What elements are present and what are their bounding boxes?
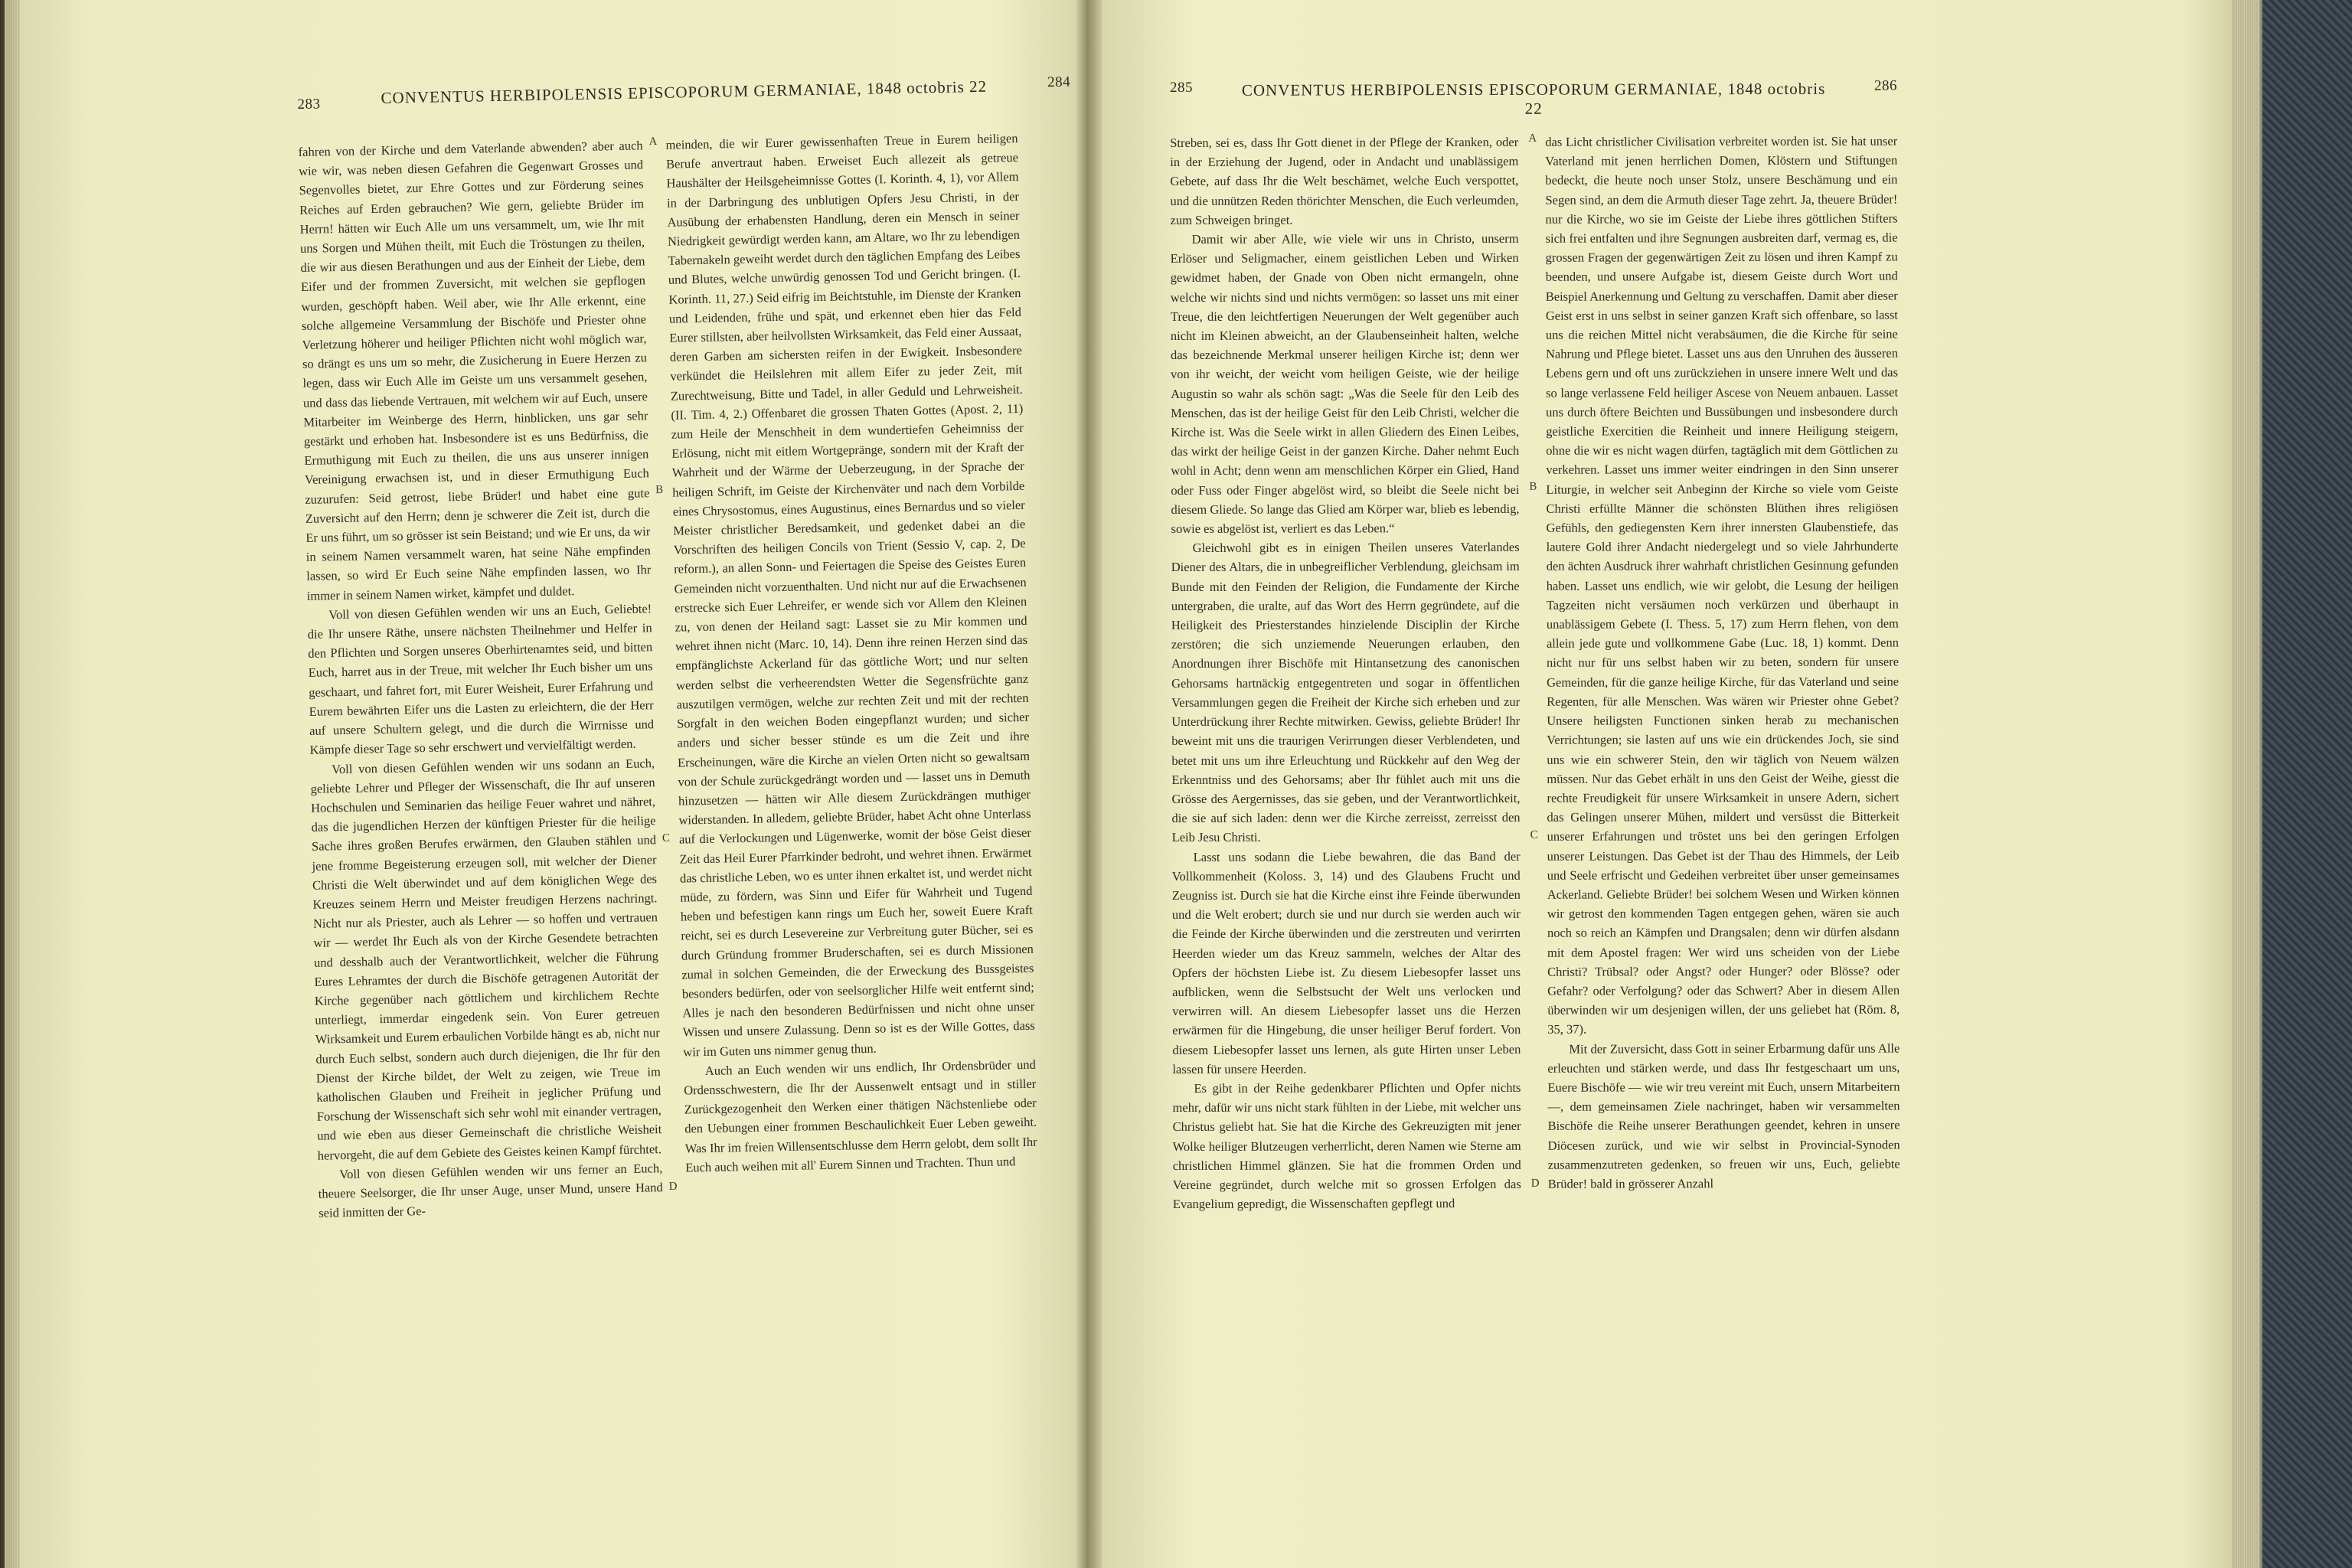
page-edges-right	[2232, 0, 2259, 1568]
margin-marker-d: D	[668, 1180, 678, 1193]
right-page	[1170, 75, 1901, 1511]
margin-marker-c: C	[1530, 828, 1538, 841]
paragraph: das Licht christlicher Civilisation verbreitet worden ist. Sie hat unser Vaterland mit jenen herrlichen Domen, Klöstern und Stiftungen bedeckt, die heute noch unser Stolz, unsere Beschämung und ein Segen sind, an dem die Armuth dieser Tage zehrt. Ja, theuere Brüder! nur die Kirche, wo sie im Geiste der Liebe ihres göttlichen Stifters sich frei entfalten und ihre Segnungen ausbreiten darf, vermag es, die grossen Fragen der gegenwärtigen Zeit zu lösen und ihren Kampf zu beenden, und unsere Aufgabe ist, diesem Geiste durch Wort und Beispiel Anerkennung und Geltung zu verschaffen. Damit aber dieser Geist erst in uns selbst in seiner ganzen Kraft sich offenbare, so lasst uns die reichen Mittel nicht verabsäumen, die die Kirche für seine Nahrung und Pflege bietet. Lasset uns aus den Unruhen des äusseren Lebens gern und oft uns zurückziehen in unsere innere Welt und das so lange verlassene Feld heiliger Ascese von Neuem anbauen. Lasset uns durch öftere Beichten und Bussübungen und insbesondere durch geistliche Exercitien die Reinheit und innere Heiligung steigern, ohne die wir es nicht wagen dürfen, tagtäglich mit dem Göttlichen zu verkehren. Lasset uns immer weiter eindringen in den Sinn unserer Liturgie, in welcher seit Anbeginn der Kirche so viele vom Geiste Christi erfüllte Männer die schönsten Blüthen ihres religiösen Gefühls, den gediegensten Kern ihrer innersten Glaubenstiefe, das lautere Gold ihrer Andacht niedergelegt und so viele Jahrhunderte den ächten Ausdruck ihrer wahrhaft christlichen Gesinnung gefunden haben. Lasset uns endlich, wie wir gelobt, die Lesung der heiligen Tagzeiten nicht versäumen noch verkürzen und überhaupt in unablässigem Gebete (I. Thess. 5, 17) zum Herrn flehen, von dem allein jede gute und vollkommene Gabe (Luc. 18, 1) kommt. Denn nicht nur für uns selbst haben wir zu beten, sondern für unsere Gemeinden, für die ganze heilige Kirche, für das Vaterland und seine Regenten, für alle Menschen. Was wären wir Priester ohne Gebet? Unsere heiligsten Functionen sinken herab zu mechanischen Verrichtungen; sie lasten auf uns wie ein drückendes Joch, sie sind uns wie ein schwerer Stein, den wir täglich von Neuem wälzen müssen. Nur das Gebet erhält in uns den Geist der Weihe, giesst die rechte Freudigkeit für unsere Wirksamkeit in unsere Adern, sichert das Gelingen unserer Mühen, mildert und versüsst die Bitterkeit unserer Erfahrungen und tröstet uns bei den geringen Erfolgen unserer Leistungen. Das Gebet ist der Thau des Himmels, der Leib und Seele erfrischt und Gedeihen verbreitet über unser gemeinsames Ackerland. Geliebte Brüder! bei solchem Wesen und Wirken können wir getrost den kommenden Tagen entgegen gehen, wären sie auch noch so reich an Kämpfen und Drangsalen; denn wir dürfen alsdann mit dem Apostel fragen: Wer wird uns scheiden von der Liebe Christi? Trübsal? oder Angst? oder Hunger? oder Blösse? oder Gefahr? oder Verfolgung? oder das Schwert? Aber in diesem Allen überwinden wir um desjenigen willen, der uns geliebet hat (Röm. 8, 35, 37).	[1545, 133, 1900, 1037]
paragraph: meinden, die wir Eurer gewissenhaften Treue in Eurem heiligen Berufe anvertraut haben. Erweiset Euch allezeit als getreue Haushälter der Heilsgeheimnisse Gottes (I. Korinth. 4, 1), vor Allem in der Darbringung des unblutigen Opfers Jesu Christi, in der Ausübung der erhabensten Handlung, deren ein Mensch in seiner Niedrigkeit gewürdigt werden kann, am Altare, wo Ihr zu lebendigen Tabernakeln geweiht werdet durch den täglichen Empfang des Leibes und Blutes, welche unwürdig genossen Tod und Gericht bringen. (I. Korinth. 11, 27.) Seid eifrig im Beichtstuhle, im Dienste der Kranken und Leidenden, frühe und spät, und erkennet eben hier das Feld Eurer stillsten, aber heilvollsten Wirksamkeit, das Feld einer Aussaat, deren Garben am sichersten reifen in der Ewigkeit. Insbesondere verkündet die Heilslehren mit allem Eifer zu jeder Zeit, mit Zurechtweisung, Bitte und Tadel, in aller Geduld und Lehrweisheit. (II. Tim. 4, 2.) Offenbaret die grossen Thaten Gottes (Apost. 2, 11) zum Heile der Menschheit in dem wundertiefen Geheimniss der Erlösung, nicht mit eitlem Wortgepränge, sondern mit der Kraft der Wahrheit und der Wärme der Ueberzeugung, in der Sprache der heiligen Schrift, im Geiste der Kirchenväter und nach dem Vorbilde eines Chrysostomus, eines Augustinus, eines Bernardus und so vieler Meister christlicher Beredsamkeit, und gedenket dabei an die Vorschriften des heiligen Concils von Trient (Sessio V, cap. 2, De reform.), an allen Sonn- und Feiertagen die Speise des Geistes Euren Gemeinden nicht vorzuenthalten. Und nicht nur auf die Erwachsenen erstrecke sich Euer Lehreifer, er wende sich vor Allem den Kleinen zu, von denen der Heiland sagt: Lasset sie zu Mir kommen und wehret ihnen nicht (Marc. 10, 14). Denn ihre reinen Herzen sind das empfänglichste Ackerland für das göttliche Wort; und nur selten werden selbst die verheerendsten Wetter die Segensfrüchte ganz auszutilgen vermögen, welche zur rechten Zeit und mit der rechten Sorgfalt in den weichen Boden eingepflanzt wurden; und sicher anders und sicher besser stünde es um die Zeit und ihre Erscheinungen, wäre die Kirche an vielen Orten nicht so gewaltsam von der Schule zurückgedrängt worden und — lasset uns in Demuth hinzusetzen — hätten wir Alle diesem Zurückdrängen muthiger widerstanden. In alledem, geliebte Brüder, habet Acht ohne Unterlass auf die Verlockungen und Lügenwerke, womit der böse Geist dieser Zeit das Heil Eurer Pfarrkinder bedroht, und wehret ihnen. Erwärmet das christliche Leben, wo es unter ihnen erkaltet ist, und werdet nicht müde, zu fördern, was Sinn und Eifer für Wahrheit und Tugend heben und befestigen kann rings um Euch her, soweit Euere Kraft reicht, sei es durch Lesevereine zur Verbreitung guter Bücher, sei es durch Gründung frommer Bruderschaften, sei es durch Missionen zumal in solchen Gemeinden, die der Erweckung des Bussgeistes besonders bedürfen, oder von seelsorglicher Hilfe weit entfernt sind; Alles je nach den besonderen Bedürfnissen und nicht ohne unser Wissen und unsere Zulassung. Denn so ist es der Wille Gottes, dass wir im Guten uns nimmer genug thun.	[665, 130, 1035, 1060]
page-number: 286	[1874, 77, 1898, 94]
running-title: CONVENTUS HERBIPOLENSIS EPISCOPORUM GERMANIAE, 1848 octobris 22	[1241, 79, 1826, 118]
left-column-1	[298, 136, 663, 1223]
page-number: 284	[1047, 74, 1071, 91]
running-title: CONVENTUS HERBIPOLENSIS EPISCOPORUM GERMANIAE, 1848 octobris 22	[381, 77, 988, 107]
page-number: 285	[1170, 79, 1194, 96]
paragraph: fahren von der Kirche und dem Vaterlande abwenden? aber auch wie wir, was neben diesen Gefahren die Gegenwart Grosses und Segenvolles bietet, zur Ehre Gottes und zur Förderung seines Reiches auf Erden gebrauchen? Wie gern, geliebte Brüder im Herrn! hätten wir Euch Alle um uns versammelt, um, wie Ihr mit uns Sorgen und Mühen theilt, mit Euch die Tröstungen zu theilen, die wir aus diesen Berathungen und aus der Einheit der Liebe, dem Eifer und der frommen Zuversicht, mit welchen sie gepflogen wurden, geschöpft haben. Weil aber, wie Ihr Alle erkennt, eine solche allgemeine Versammlung der Bischöfe und Priester ohne Verletzung höherer und heiliger Pflichten nicht wohl möglich war, so drängt es uns um so mehr, die Zusicherung in Euere Herzen zu legen, dass wir Euch Alle im Geiste um uns versammelt gesehen, und dass das liebende Vertrauen, mit welchem wir auf Euch, unsere Mitarbeiter im Weinberge des Herrn, hinblicken, uns gar sehr gestärkt und erhoben hat. Insbesondere ist es uns Bedürfniss, die Ermuthigung mit Euch zu theilen, die uns aus unserer innigen Vereinigung erwachsen ist, und in dieser Ermuthigung Euch zuzurufen: Seid getrost, liebe Brüder! und habet eine gute Zuversicht auf den Herrn; denn je schwerer die Zeit ist, durch die Er uns führt, um so grösser ist sein Beistand; und wie Er uns, da wir in seinem Namen versammelt waren, hat seine Nähe empfinden lassen, so wird Er Euch seine Nähe empfinden lassen, wo Ihr immer in seinem Namen wirket, kämpfet und duldet.	[298, 138, 652, 603]
left-page-columns	[298, 128, 1097, 1521]
margin-marker-d: D	[1530, 1177, 1540, 1190]
paragraph: Streben, sei es, dass Ihr Gott dienet in der Pflege der Kranken, oder in der Erziehung der Jugend, oder in Andacht und unablässigem Gebete, auf dass Ihr die Welt beschämet, welche Euch verspottet, und die unnützen Reden thörichter Menschen, die Euch verleumden, zum Schweigen bringet.	[1170, 134, 1519, 227]
paragraph: Voll von diesen Gefühlen wenden wir uns an Euch, Geliebte! die Ihr unsere Räthe, unsere nächsten Theilnehmer und Helfer in den Pflichten und Sorgen unseres Oberhirtenamtes seid, und bitten Euch, harret aus in der Treue, mit welcher Ihr Euch bisher um uns geschaart, und fahret fort, mit Eurer Weisheit, Eurer Erfahrung und Eurem bewährten Eifer uns die Lasten zu erleichtern, die der Herr auf unsere Schultern gelegt, und die durch die Wirrnisse und Kämpfe dieser Tage so sehr erschwert und vervielfältigt werden.	[307, 601, 655, 758]
paragraph: Auch an Euch wenden wir uns endlich, Ihr Ordensbrüder und Ordensschwestern, die Ihr der Aussenwelt entsagt und in stiller Zurückgezogenheit den Werken einer thätigen Nächstenliebe oder den Uebungen einer frommen Beschaulichkeit Euer Leben geweiht. Was Ihr im freien Willensentschlusse dem Herrn gelobt, dem sollt Ihr Euch auch weihen mit all' Eurem Sinnen und Trachten. Thun und	[684, 1057, 1037, 1175]
right-column-2	[1545, 132, 1900, 1194]
paragraph: Es gibt in der Reihe gedenkbarer Pflichten und Opfer nichts mehr, dafür wir uns nicht stark fühlten in der Liebe, mit welcher uns Christus geliebt hat. Sie hat die Kirche des Gekreuzigten mit jener Wolke heiliger Blutzeugen verherrlicht, deren Namen wie Sterne am christlichen Himmel glänzen. Sie hat die frommen Orden und Vereine gegründet, durch welche mit so grossen Erfolgen das Evangelium gepredigt, die Wissenschaften gepflegt und	[1172, 1080, 1521, 1212]
background-cloth	[2262, 0, 2352, 1568]
paragraph: Voll von diesen Gefühlen wenden wir uns sodann an Euch, geliebte Lehrer und Pfleger der Wissenschaft, die Ihr auf unseren Hochschulen und Seminarien das heilige Feuer wahret und nähret, das die jugendlichen Herzen der künftigen Priester für die heilige Sache ihres großen Berufes erwärmen, den Glauben stählen und jene fromme Begeisterung erzeugen soll, mit welcher der Diener Christi die Welt überwindet und auf dem königlichen Wege des Kreuzes seinem Herrn und Meister freudigen Herzens nachringt. Nicht nur als Priester, auch als Lehrer — so hoffen und vertrauen wir — werdet Ihr Euch als von der Kirche Gesendete betrachten und desshalb auch der Verantwortlichkeit, welcher die Führung Eures Lehramtes der durch die Bischöfe getragenen Autorität der Kirche gegenüber nach göttlichem und kirchlichem Rechte unterliegt, immerdar eingedenk sein. Von Eurer getreuen Wirksamkeit und Eurem erbaulichen Vorbilde hängt es ab, nicht nur durch Euch selbst, sondern auch durch diejenigen, die Ihr für den Dienst der Kirche bildet, der Welt zu zeigen, wie Treue im katholischen Glauben und Freiheit in jeglicher Prüfung und Forschung der Wissenschaft sich sehr wohl mit einander vertragen, und wie eben aus dieser Gemeinschaft die christliche Weisheit hervorgeht, die auf dem Gebiete des Geistes keinen Kampf fürchtet.	[310, 755, 662, 1163]
margin-marker-a: A	[1528, 132, 1537, 145]
right-page-header	[1170, 75, 1898, 118]
right-page-columns	[1170, 132, 1901, 1511]
margin-marker-c: C	[662, 831, 671, 845]
paragraph: Voll von diesen Gefühlen wenden wir uns ferner an Euch, theuere Seelsorger, die Ihr unser Auge, unser Mund, unsere Hand seid inmitten der Ge-	[318, 1160, 663, 1220]
page-edges-left	[5, 0, 20, 1568]
margin-marker-a: A	[648, 135, 658, 149]
left-page	[297, 71, 1098, 1521]
margin-marker-b: B	[655, 483, 664, 497]
margin-marker-b: B	[1529, 480, 1537, 493]
paragraph: Lasst uns sodann die Liebe bewahren, die das Band der Vollkommenheit (Koloss. 3, 14) und des Glaubens Frucht und Zeugniss ist. Durch sie hat die Kirche einst ihre Feinde überwunden und die Welt erobert; durch sie und nur durch sie werden auch wir die Feinde der Kirche überwinden und die zerstreuten und verirrten Heerden wieder um das Kreuz sammeln, welches der Altar des Opfers der höchsten Liebe ist. Zu diesem Liebesopfer lasset uns aufblicken, wenn die Selbstsucht der Welt uns verlocken und verwirren will. An diesem Liebesopfer lasset uns die Herzen erwärmen für die Hingebung, die unser heiliger Beruf fordert. Von diesem Liebesopfer lasset uns lernen, als gute Hirten unser Leben lassen für unsere Heerden.	[1171, 848, 1521, 1076]
right-column-1	[1170, 132, 1521, 1214]
left-column-2	[665, 129, 1037, 1178]
paragraph: Damit wir aber Alle, wie viele wir uns in Christo, unserm Erlöser und Seligmacher, einem geistlichen Leben und Wirken gewidmet haben, der Gnade von Oben nicht ermangeln, ohne welche wir nichts sind und nichts vermögen: so lasset uns mit einer Treue, die den leichtfertigen Neuerungen der Welt gegenüber auch nicht im Kleinen abweicht, an der Glaubenseinheit halten, welche das bezeichnende Merkmal unserer heiligen Kirche ist; denn wer von ihr weicht, der weicht vom heiligen Geiste, wie der heilige Augustin so wahr als schön sagt: „Was die Seele für den Leib des Menschen, das ist der heilige Geist für den Leib Christi, welcher die Kirche ist. Was die Seele wirkt in allen Gliedern des Einen Leibes, das wirkt der heilige Geist in der ganzen Kirche. Daher nehmt Euch wohl in Acht; denn wenn am menschlichen Körper ein Glied, Hand oder Fuss oder Finger abgelöst wird, so bleibt die Seele nicht bei diesem Gliede. So lange das Glied am Körper war, blieb es lebendig, sowie es abgelöst ist, verliert es das Leben.“	[1170, 230, 1520, 537]
page-number: 283	[297, 96, 321, 113]
paragraph: Mit der Zuversicht, dass Gott in seiner Erbarmung dafür uns Alle erleuchten und stärken werde, und dass Ihr festgeschaart um uns, Euere Bischöfe — wie wir treu vereint mit Euch, unsern Mitarbeitern —, dem gemeinsamen Ziele nachringet, haben wir versammelten Bischöfe die Reihe unserer Berathungen geendet, kehren in unsere Diöcesen zurück, und wie wir selbst in Provincial-Synoden zusammenzutreten gedenken, so freuen wir uns, Euch, geliebte Brüder! bald in grösserer Anzahl	[1547, 1040, 1900, 1191]
paragraph: Gleichwohl gibt es in einigen Theilen unseres Vaterlandes Diener des Altars, die in unbegreiflicher Verblendung, gleichsam im Bunde mit den Feinden der Religion, die Fundamente der Kirche untergraben, die uralte, auf das Wort des Herrn gegründete, auf die Heiligkeit des Priesterstandes hinzielende Disciplin der Kirche zerstören; die sich unziemende Neuerungen erlauben, den Anordnungen ihrer Bischöfe mit Hintansetzung des canonischen Gehorsams hartnäckig entgegentreten und sogar in öffentlichen Versammlungen gegen die Freiheit der Kirche sich erheben und zur Unterdrückung ihrer Rechte mitwirken. Gewiss, geliebte Brüder! Ihr beweint mit uns die traurigen Verirrungen dieser Verblendeten, und betet mit uns um ihre Erleuchtung und Rückkehr auf den Weg der Erkenntniss und des Gehorsams; aber Ihr fühlet auch mit uns die Grösse des Aergernisses, das sie geben, und der Verantwortlichkeit, die sie auf sich laden: denn wer die Kirche zerreisst, zerreisst den Leib Jesu Christi.	[1171, 540, 1521, 845]
